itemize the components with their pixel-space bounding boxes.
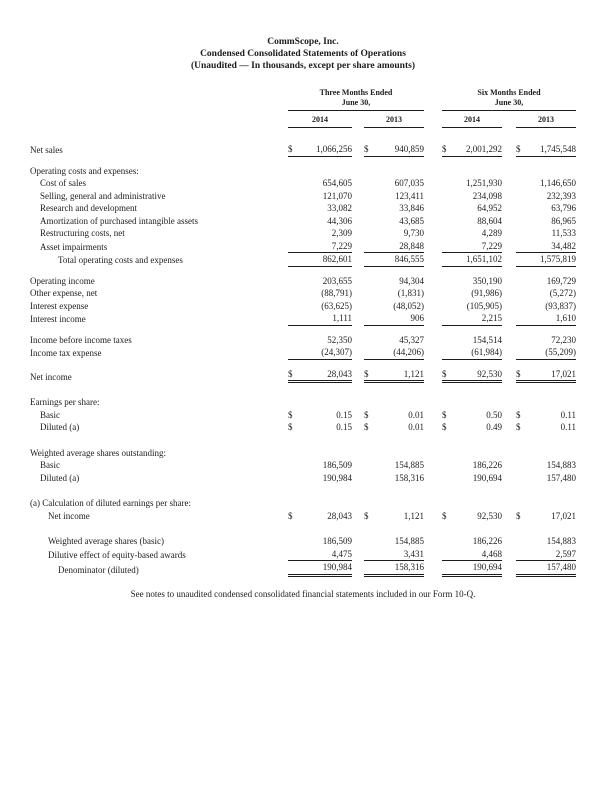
statement-name: Condensed Consolidated Statements of Operations — [200, 49, 406, 59]
cell-value: 158,316 — [394, 562, 424, 572]
cell-value: 862,601 — [322, 254, 352, 264]
row-label: Amortization of purchased intangible assets — [40, 215, 198, 226]
cell-value: 607,035 — [394, 178, 424, 188]
value-cell — [516, 459, 576, 472]
row-label: Total operating costs and expenses — [58, 255, 183, 265]
cell-value: (5,272) — [549, 288, 576, 298]
value-cell — [442, 421, 502, 434]
table-row — [30, 240, 576, 254]
value-cell — [442, 548, 502, 562]
value-cell — [442, 368, 502, 384]
value-cell — [288, 202, 352, 215]
value-cell — [442, 409, 502, 422]
value-cell — [442, 190, 502, 203]
cell-value: 154,885 — [394, 460, 424, 470]
table-row — [30, 215, 576, 228]
value-cell — [516, 561, 576, 577]
value-cell — [364, 143, 424, 157]
cell-value: 2,001,292 — [466, 144, 502, 154]
row-label: Income before income taxes — [30, 334, 132, 345]
value-cell — [364, 275, 424, 288]
column-year: 2013 — [516, 115, 576, 128]
cell-value: 158,316 — [394, 472, 424, 483]
statement-note: (Unaudited — In thousands, except per share amounts) — [191, 61, 415, 71]
table-row — [30, 312, 576, 326]
value-cell — [516, 287, 576, 300]
cell-value: 906 — [410, 313, 424, 323]
period-label: Three Months Ended — [319, 88, 393, 97]
row-label: Diluted (a) — [40, 472, 80, 483]
value-cell — [516, 177, 576, 190]
section-heading-row — [30, 165, 576, 178]
cell-value: 0.50 — [486, 409, 502, 420]
cell-value: (61,984) — [471, 347, 502, 357]
value-cell — [288, 177, 352, 190]
cell-value: 157,480 — [546, 472, 576, 483]
cell-value: 1,066,256 — [316, 144, 352, 154]
value-cell — [288, 368, 352, 384]
table-header — [30, 88, 576, 128]
value-cell — [442, 459, 502, 472]
dollar-sign: $ — [364, 422, 369, 432]
value-cell — [364, 421, 424, 434]
dollar-sign: $ — [288, 368, 293, 379]
cell-value: 0.49 — [486, 422, 502, 432]
row-label: Operating income — [30, 275, 95, 286]
row-label: Dilutive effect of equity-based awards — [48, 549, 186, 560]
value-cell — [364, 300, 424, 313]
value-cell — [288, 548, 352, 562]
header-spacer — [30, 88, 288, 128]
table-row — [30, 421, 576, 434]
total-row — [30, 368, 576, 384]
dollar-sign: $ — [516, 144, 521, 154]
dollar-sign: $ — [288, 144, 293, 154]
value-cell — [288, 561, 352, 577]
table-row — [30, 472, 576, 485]
value-cell — [516, 275, 576, 288]
value-cell — [288, 227, 352, 240]
cell-value: (93,837) — [545, 300, 576, 311]
value-cell — [516, 312, 576, 326]
dollar-sign: $ — [442, 510, 447, 521]
cell-value: 1,651,102 — [466, 254, 502, 264]
value-cell — [288, 287, 352, 300]
cell-value: 2,309 — [331, 228, 352, 238]
value-cell — [364, 409, 424, 422]
value-cell — [442, 561, 502, 577]
cell-value: 1,121 — [403, 510, 424, 521]
value-cell — [516, 240, 576, 254]
cell-value: 1,121 — [403, 368, 424, 379]
value-cell — [364, 510, 424, 523]
cell-value: 190,984 — [322, 472, 352, 483]
table-row — [30, 202, 576, 215]
cell-value: 0.11 — [560, 422, 576, 432]
value-cell — [516, 215, 576, 228]
value-cell — [288, 300, 352, 313]
value-cell — [516, 334, 576, 347]
dollar-sign: $ — [364, 409, 369, 420]
cell-value: 92,530 — [477, 510, 502, 521]
cell-value: 3,431 — [403, 548, 424, 559]
row-label: Earnings per share: — [30, 397, 100, 407]
cell-value: 154,885 — [394, 536, 424, 546]
value-cell — [364, 253, 424, 267]
cell-value: 92,530 — [477, 368, 502, 379]
dollar-sign: $ — [442, 422, 447, 432]
value-cell — [364, 535, 424, 548]
value-cell — [288, 240, 352, 254]
value-cell — [288, 510, 352, 523]
footnote: See notes to unaudited condensed consolidated financial statements included in our Form 10-Q. — [130, 588, 476, 599]
value-cell — [364, 459, 424, 472]
cell-value: 940,859 — [394, 144, 424, 154]
cell-value: (48,052) — [393, 300, 424, 311]
value-cell — [516, 421, 576, 434]
cell-value: 121,070 — [322, 190, 352, 201]
value-cell — [288, 143, 352, 157]
total-row — [30, 561, 576, 577]
dollar-sign: $ — [516, 422, 521, 432]
value-cell — [288, 253, 352, 267]
table-row — [30, 190, 576, 203]
value-cell — [442, 510, 502, 523]
value-cell — [442, 227, 502, 240]
row-label: Interest income — [30, 314, 86, 324]
header-group-six-months — [442, 88, 576, 128]
value-cell — [288, 346, 352, 360]
cell-value: 44,306 — [327, 215, 352, 226]
cell-value: 33,082 — [327, 203, 352, 213]
cell-value: 232,393 — [546, 190, 576, 201]
dollar-sign: $ — [288, 510, 293, 521]
value-cell — [288, 275, 352, 288]
cell-value: 0.01 — [408, 409, 424, 420]
value-cell — [364, 548, 424, 562]
column-year: 2013 — [364, 115, 424, 128]
value-cell — [288, 409, 352, 422]
table-row — [30, 346, 576, 360]
section-heading-row — [30, 447, 576, 460]
row-label: Net sales — [30, 145, 63, 155]
row-label: Net income — [48, 510, 90, 521]
value-cell — [364, 472, 424, 485]
cell-value: 186,509 — [322, 460, 352, 470]
cell-value: 64,952 — [477, 203, 502, 213]
cell-value: 9,730 — [403, 228, 424, 238]
value-cell — [442, 177, 502, 190]
table-row — [30, 409, 576, 422]
section-heading-row — [30, 396, 576, 409]
table-row — [30, 287, 576, 300]
cell-value: 63,796 — [551, 203, 576, 213]
cell-value: 0.11 — [560, 409, 576, 420]
cell-value: (63,625) — [321, 300, 352, 311]
value-cell — [516, 227, 576, 240]
value-cell — [364, 368, 424, 384]
cell-value: 1,610 — [555, 313, 576, 323]
cell-value: 169,729 — [546, 275, 576, 286]
statement-table — [30, 143, 576, 577]
cell-value: 190,694 — [472, 472, 502, 483]
value-cell — [442, 287, 502, 300]
cell-value: 94,304 — [399, 275, 424, 286]
value-cell — [442, 253, 502, 267]
table-row — [30, 334, 576, 347]
value-cell — [364, 334, 424, 347]
period-sublabel: June 30, — [288, 98, 424, 111]
cell-value: 157,480 — [546, 562, 576, 572]
row-label: Interest expense — [30, 300, 89, 311]
cell-value: 1,111 — [332, 313, 352, 323]
table-row — [30, 510, 576, 523]
dollar-sign: $ — [288, 422, 293, 432]
header-group-three-months — [288, 88, 424, 128]
cell-value: 654,605 — [322, 178, 352, 188]
cell-value: 17,021 — [551, 510, 576, 521]
dollar-sign: $ — [516, 510, 521, 521]
row-label: Asset impairments — [40, 241, 108, 252]
value-cell — [442, 275, 502, 288]
cell-value: 4,475 — [331, 548, 352, 559]
section-heading-row — [30, 497, 576, 510]
dollar-sign: $ — [364, 510, 369, 521]
value-cell — [364, 190, 424, 203]
cell-value: 186,226 — [472, 536, 502, 546]
cell-value: 33,846 — [399, 203, 424, 213]
cell-value: 1,251,930 — [466, 178, 502, 188]
row-label: Restructuring costs, net — [40, 228, 125, 238]
value-cell — [288, 312, 352, 326]
dollar-sign: $ — [288, 409, 293, 420]
value-cell — [364, 215, 424, 228]
period-sublabel: June 30, — [442, 98, 576, 111]
value-cell — [516, 409, 576, 422]
dollar-sign: $ — [442, 368, 447, 379]
cell-value: 34,482 — [551, 240, 576, 251]
value-cell — [288, 472, 352, 485]
value-cell — [364, 287, 424, 300]
cell-value: 7,229 — [331, 240, 352, 251]
cell-value: (88,791) — [321, 288, 352, 298]
cell-value: 154,883 — [546, 536, 576, 546]
value-cell — [288, 535, 352, 548]
value-cell — [516, 346, 576, 360]
value-cell — [288, 421, 352, 434]
statement-title-block — [30, 36, 576, 72]
cell-value: 0.01 — [408, 422, 424, 432]
cell-value: 72,230 — [551, 334, 576, 345]
value-cell — [442, 240, 502, 254]
cell-value: 186,509 — [322, 536, 352, 546]
value-cell — [442, 202, 502, 215]
cell-value: 190,984 — [322, 562, 352, 572]
value-cell — [288, 190, 352, 203]
value-cell — [364, 312, 424, 326]
dollar-sign: $ — [364, 144, 369, 154]
cell-value: 123,411 — [395, 190, 424, 201]
dollar-sign: $ — [516, 368, 521, 379]
row-label: Weighted average shares outstanding: — [30, 447, 166, 458]
row-label: Basic — [40, 409, 60, 420]
dollar-sign: $ — [516, 409, 521, 420]
value-cell — [516, 300, 576, 313]
cell-value: (91,986) — [471, 288, 502, 298]
cell-value: (24,307) — [321, 347, 352, 357]
row-label: Selling, general and administrative — [40, 190, 166, 201]
cell-value: 1,745,548 — [540, 144, 576, 154]
row-label: Research and development — [40, 203, 137, 213]
cell-value: (105,905) — [466, 300, 502, 311]
cell-value: 43,685 — [399, 215, 424, 226]
value-cell — [516, 143, 576, 157]
cell-value: 86,965 — [551, 215, 576, 226]
cell-value: 11,533 — [551, 228, 576, 238]
cell-value: 1,146,650 — [540, 178, 576, 188]
row-label: Cost of sales — [40, 178, 86, 188]
table-row — [30, 459, 576, 472]
table-row — [30, 177, 576, 190]
value-cell — [516, 190, 576, 203]
cell-value: 203,655 — [322, 275, 352, 286]
row-label: Other expense, net — [30, 288, 98, 298]
subtotal-row — [30, 253, 576, 267]
cell-value: (44,206) — [393, 347, 424, 357]
row-label: Income tax expense — [30, 348, 102, 358]
value-cell — [516, 510, 576, 523]
cell-value: 52,350 — [327, 334, 352, 345]
table-row — [30, 275, 576, 288]
cell-value: 7,229 — [481, 240, 502, 251]
company-name: CommScope, Inc. — [267, 37, 339, 47]
dollar-sign: $ — [442, 144, 447, 154]
row-label: (a) Calculation of diluted earnings per share: — [30, 498, 191, 508]
value-cell — [516, 535, 576, 548]
cell-value: 17,021 — [551, 368, 576, 379]
cell-value: 28,043 — [327, 510, 352, 521]
dollar-sign: $ — [442, 409, 447, 420]
cell-value: 190,694 — [472, 562, 502, 572]
cell-value: (55,209) — [545, 347, 576, 357]
cell-value: 186,226 — [472, 460, 502, 470]
value-cell — [442, 143, 502, 157]
cell-value: 350,190 — [472, 275, 502, 286]
cell-value: 45,327 — [399, 334, 424, 345]
cell-value: 154,883 — [546, 460, 576, 470]
row-label: Denominator (diluted) — [58, 565, 139, 575]
cell-value: 28,043 — [327, 368, 352, 379]
table-row — [30, 227, 576, 240]
column-year: 2014 — [442, 115, 502, 128]
row-label: Operating costs and expenses: — [30, 165, 139, 176]
value-cell — [442, 300, 502, 313]
table-row — [30, 143, 576, 157]
value-cell — [288, 334, 352, 347]
cell-value: 846,555 — [394, 254, 424, 264]
table-row — [30, 548, 576, 562]
cell-value: 0.15 — [336, 422, 352, 432]
cell-value: 88,604 — [477, 215, 502, 226]
row-label: Weighted average shares (basic) — [48, 536, 164, 546]
cell-value: 0.15 — [336, 409, 352, 420]
value-cell — [442, 472, 502, 485]
value-cell — [516, 368, 576, 384]
value-cell — [516, 548, 576, 562]
value-cell — [364, 177, 424, 190]
value-cell — [364, 561, 424, 577]
value-cell — [442, 535, 502, 548]
cell-value: (1,831) — [397, 288, 424, 298]
value-cell — [442, 346, 502, 360]
period-label: Six Months Ended — [477, 88, 541, 97]
value-cell — [288, 215, 352, 228]
cell-value: 28,848 — [399, 240, 424, 251]
value-cell — [364, 227, 424, 240]
value-cell — [516, 472, 576, 485]
column-year: 2014 — [288, 115, 352, 128]
value-cell — [516, 253, 576, 267]
cell-value: 4,289 — [481, 228, 502, 238]
value-cell — [442, 334, 502, 347]
value-cell — [442, 215, 502, 228]
cell-value: 1,575,819 — [540, 254, 576, 264]
table-row — [30, 300, 576, 313]
value-cell — [288, 459, 352, 472]
row-label: Net income — [30, 371, 72, 382]
cell-value: 2,215 — [481, 313, 502, 323]
value-cell — [516, 202, 576, 215]
row-label: Diluted (a) — [40, 422, 80, 432]
dollar-sign: $ — [364, 368, 369, 379]
cell-value: 4,468 — [481, 548, 502, 559]
table-row — [30, 535, 576, 548]
value-cell — [364, 346, 424, 360]
cell-value: 154,514 — [472, 334, 502, 345]
value-cell — [364, 240, 424, 254]
cell-value: 234,098 — [472, 190, 502, 201]
value-cell — [442, 312, 502, 326]
value-cell — [364, 202, 424, 215]
row-label: Basic — [40, 460, 60, 470]
cell-value: 2,597 — [555, 548, 576, 559]
